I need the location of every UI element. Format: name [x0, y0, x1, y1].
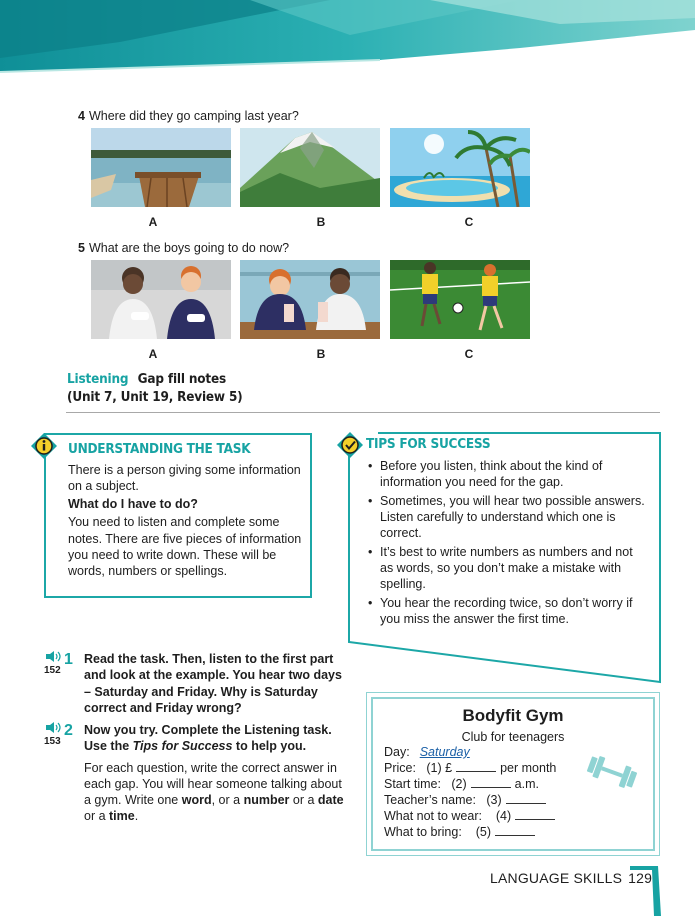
picture-video-games[interactable]	[91, 260, 231, 339]
checkmark-icon	[336, 431, 364, 459]
question-4	[78, 108, 299, 124]
track-number: 152	[44, 665, 61, 676]
answer-gap-5[interactable]	[495, 825, 535, 836]
task-detail: For each question, write the correct answer in each gap. You will hear someone talking about a gym. Write one word, or a number or a date or a time.	[84, 760, 344, 824]
task-instruction: Now you try. Complete the Listening task. Use the Tips for Success to help you.	[84, 723, 332, 754]
gym-row-wear: What not to wear: (4)	[384, 808, 559, 824]
gym-row-day: Day: Saturday	[384, 745, 470, 759]
picture-lake-pier[interactable]	[91, 128, 231, 207]
tip-item: • It’s best to write numbers as numbers and not as words, so you don’t make a mistake with spelling.	[366, 544, 646, 592]
tip-item: • Sometimes, you will hear two possible answers. Listen carefully to understand which one is correct.	[366, 493, 646, 541]
info-icon	[30, 432, 58, 460]
section-task: Gap fill notes	[137, 372, 227, 387]
answer-gap-1[interactable]	[456, 761, 496, 772]
understanding-title: UNDERSTANDING THE TASK	[68, 441, 251, 457]
audio-track-1[interactable]	[44, 650, 64, 677]
tips-box	[366, 436, 646, 630]
understanding-box	[44, 433, 312, 598]
option-c[interactable]: C	[464, 347, 474, 361]
understanding-intro: There is a person giving some information on a subject.	[68, 462, 301, 493]
gym-subtitle: Club for teenagers	[461, 730, 565, 744]
section-skill: Listening	[67, 372, 129, 387]
answer-gap-4[interactable]	[515, 809, 555, 820]
option-a[interactable]: A	[148, 347, 158, 361]
option-c[interactable]: C	[464, 215, 474, 229]
picture-beach-palms[interactable]	[390, 128, 530, 207]
gym-notes	[384, 744, 559, 840]
gym-row-bring: What to bring: (5)	[384, 824, 559, 840]
answer-gap-2[interactable]	[471, 777, 511, 788]
gym-row-start: Start time: (2) a.m.	[384, 777, 539, 791]
tips-title: TIPS FOR SUCCESS	[366, 436, 491, 452]
question-5	[78, 240, 289, 256]
example-answer: Saturday	[419, 745, 470, 759]
option-b[interactable]: B	[316, 215, 326, 229]
gym-row-teacher: Teacher’s name: (3)	[384, 792, 559, 808]
picture-milkshakes[interactable]	[240, 260, 380, 339]
audio-track-2[interactable]	[44, 721, 64, 748]
task-instruction: Read the task. Then, listen to the first part and look at the example. You hear two days – Saturday and Friday. Why is Saturday correct and Friday wrong?	[84, 652, 342, 715]
picture-football[interactable]	[390, 260, 530, 339]
understanding-question: What do I have to do?	[68, 497, 198, 512]
understanding-body: You need to listen and complete some notes. There are five pieces of information you need to write down. These will be words, numbers or spellings.	[68, 515, 302, 579]
tip-item: • Before you listen, think about the kind of information you need for the gap.	[366, 458, 646, 490]
picture-mountain[interactable]	[240, 128, 380, 207]
tip-item: • You hear the recording twice, so don’t worry if you miss the answer the first time.	[366, 595, 646, 627]
question-number: 5	[78, 241, 85, 255]
tips-list	[366, 458, 646, 627]
gym-row-price: Price: (1) £ per month	[384, 761, 557, 775]
question-text: What are the boys going to do now?	[88, 241, 290, 255]
section-heading	[67, 371, 243, 406]
task-number: 1	[64, 651, 73, 668]
question-number: 4	[78, 109, 85, 123]
gym-title: Bodyfit Gym	[462, 706, 564, 725]
page-footer	[490, 869, 652, 887]
dumbbell-icon	[584, 752, 640, 792]
answer-gap-3[interactable]	[506, 793, 546, 804]
speaker-icon[interactable]	[45, 650, 61, 663]
track-number: 153	[44, 736, 61, 747]
option-b[interactable]: B	[316, 347, 326, 361]
section-references: (Unit 7, Unit 19, Review 5)	[67, 389, 243, 405]
section-divider	[66, 412, 660, 413]
speaker-icon[interactable]	[45, 721, 61, 734]
task-number: 2	[64, 722, 73, 739]
footer-label: LANGUAGE SKILLS	[490, 870, 623, 886]
option-a[interactable]: A	[148, 215, 158, 229]
footer-accent	[630, 866, 662, 916]
question-text: Where did they go camping last year?	[88, 109, 299, 123]
page-number: 129	[628, 870, 653, 886]
header-banner	[0, 0, 695, 80]
